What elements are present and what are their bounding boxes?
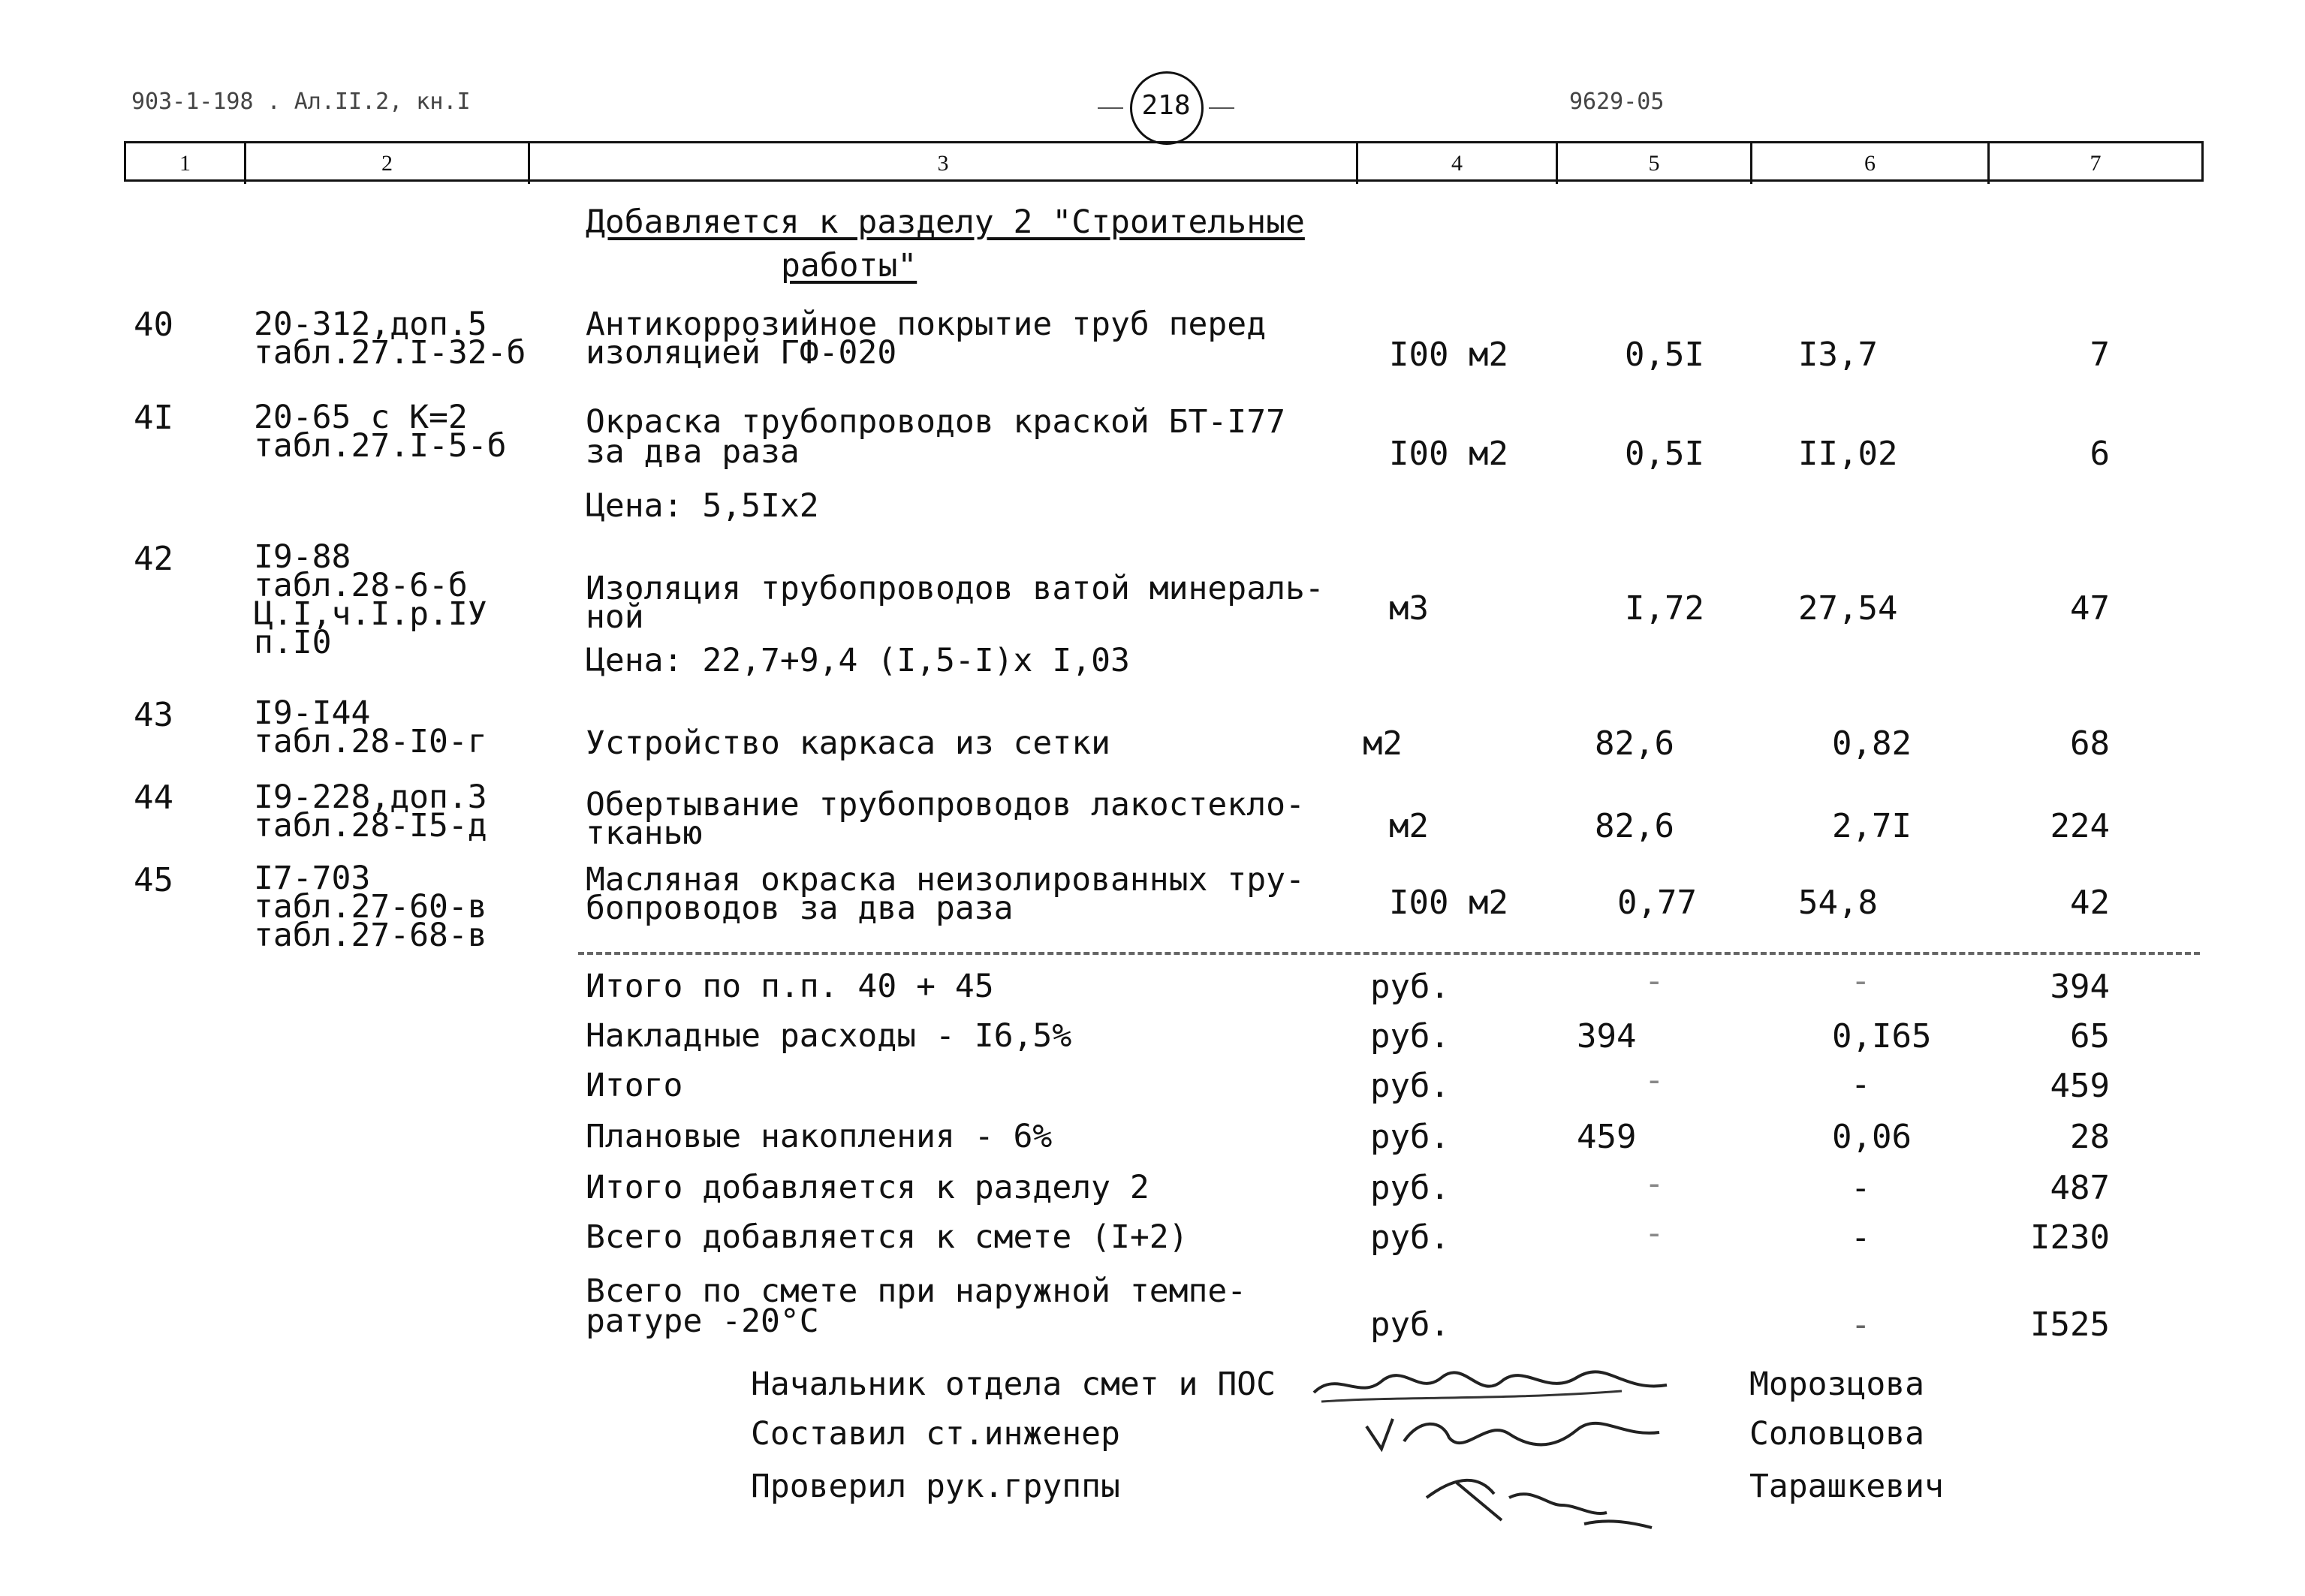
page-dash-right [1209,107,1234,109]
row-code: I9-88 [254,538,351,576]
row-unit: I00 м2 [1389,884,1508,922]
totals-qty: 459 [1577,1118,1637,1156]
totals-qty: - [1644,1214,1665,1252]
totals-price: 0,06 [1832,1118,1912,1156]
totals-label: Итого по п.п. 40 + 45 [586,968,994,1005]
totals-total: I525 [2030,1305,2110,1344]
totals-unit: руб. [1370,1118,1450,1156]
totals-label: ратуре -20°С [586,1302,819,1340]
row-code: 20-312,доп.5 [254,306,487,343]
row-description: Устройство каркаса из сетки [586,724,1110,762]
row-total: 47 [2070,589,2110,628]
row-total: 6 [2090,435,2110,473]
col-header-6: 6 [1752,143,1990,184]
col-header-5: 5 [1558,143,1752,184]
row-number: 43 [134,696,173,734]
row-price-note: Цена: 22,7+9,4 (I,5-I)x I,03 [586,642,1130,679]
totals-total: 459 [2050,1067,2110,1105]
totals-unit: руб. [1370,1169,1450,1207]
row-description: за два раза [586,433,800,471]
totals-total: 28 [2070,1118,2110,1156]
row-code: табл.28-I5-д [254,807,487,845]
totals-total: 65 [2070,1017,2110,1055]
row-total: 7 [2090,336,2110,374]
column-header-row [124,141,2204,182]
row-unit: I00 м2 [1389,336,1508,374]
handwritten-signature-3 [1412,1453,1667,1535]
signature-role: Проверил рук.группы [751,1468,1120,1505]
signature-name: Тарашкевич [1749,1468,1944,1505]
page-dash-left [1098,107,1123,109]
row-total: 42 [2070,884,2110,922]
totals-qty: - [1644,1061,1665,1099]
totals-label: Итого добавляется к разделу 2 [586,1169,1149,1206]
row-price: 54,8 [1798,884,1878,922]
row-unit: м3 [1389,589,1429,628]
row-description: Обертывание трубопроводов лакостекло- [586,786,1305,824]
col-header-2: 2 [246,143,530,184]
row-price: II,02 [1798,435,1898,473]
row-code: табл.28-I0-г [254,723,487,760]
totals-unit: руб. [1370,1218,1450,1257]
totals-total: 394 [2050,968,2110,1006]
totals-price: - [1851,1305,1871,1344]
totals-price: - [1851,1065,1871,1104]
totals-unit: руб. [1370,968,1450,1006]
col-header-1: 1 [126,143,246,184]
totals-price: 0,I65 [1832,1017,1932,1055]
row-price-note: Цена: 5,5Ix2 [586,487,819,525]
totals-unit: руб. [1370,1017,1450,1055]
row-code: табл.27-68-в [254,917,487,954]
row-code: табл.27.I-5-б [254,427,507,465]
row-price: 27,54 [1798,589,1898,628]
col-header-7: 7 [2090,151,2102,176]
row-code: 20-65 с К=2 [254,399,468,436]
doc-reference: 903-1-198 . Ал.II.2, кн.I [131,89,471,115]
row-price: 0,82 [1832,724,1912,763]
totals-label: Всего по смете при наружной темпе- [586,1272,1247,1310]
row-quantity: 0,5I [1625,435,1704,473]
col-header-3: 3 [530,143,1358,184]
row-total: 224 [2050,807,2110,845]
row-unit: м2 [1389,807,1429,845]
row-description: тканью [586,815,703,852]
row-number: 44 [134,778,173,817]
totals-label: Итого [586,1067,683,1104]
row-number: 45 [134,861,173,899]
row-unit: I00 м2 [1389,435,1508,473]
row-description: Антикоррозийное покрытие труб перед [586,306,1267,343]
row-code: п.I0 [254,624,332,661]
totals-qty: - [1644,1164,1665,1203]
row-description: бопроводов за два раза [586,890,1014,927]
section-title-line2: работы" [781,247,917,285]
col-header-4: 4 [1358,143,1558,184]
totals-total: 487 [2050,1169,2110,1207]
totals-total: I230 [2030,1218,2110,1257]
row-code: I9-I44 [254,694,371,732]
row-code: I9-228,доп.3 [254,778,487,816]
row-quantity: 82,6 [1595,724,1674,763]
row-number: 40 [134,306,173,344]
totals-qty: 394 [1577,1017,1637,1055]
row-code: I7-703 [254,860,371,897]
page-number: 218 [1141,90,1191,121]
totals-price: - [1851,962,1871,1000]
row-description: изоляцией ГФ-020 [586,334,897,372]
totals-qty: - [1644,962,1665,1000]
row-quantity: 82,6 [1595,807,1674,845]
totals-label: Накладные расходы - I6,5% [586,1017,1072,1055]
signature-role: Составил ст.инженер [751,1415,1120,1453]
row-code: табл.28-6-б [254,567,468,604]
row-number: 4I [134,399,173,437]
row-description: ной [586,598,644,636]
totals-unit: руб. [1370,1305,1450,1344]
doc-code-right: 9629-05 [1569,89,1665,115]
row-description: Изоляция трубопроводов ватой минераль- [586,570,1324,607]
row-total: 68 [2070,724,2110,763]
signature-role: Начальник отдела смет и ПОС [751,1366,1276,1403]
row-code: табл.27-60-в [254,888,487,926]
row-quantity: 0,77 [1617,884,1697,922]
row-quantity: I,72 [1625,589,1704,628]
totals-separator [578,952,2200,955]
signature-name: Морозцова [1749,1366,1924,1403]
row-description: Масляная окраска неизолированных тру- [586,861,1305,899]
signature-name: Соловцова [1749,1415,1924,1453]
row-unit: м2 [1363,724,1403,763]
row-code: Ц.I,ч.I.р.IУ [254,595,487,633]
totals-price: - [1851,1218,1871,1257]
section-title-line1: Добавляется к разделу 2 "Строительные [586,203,1305,241]
row-price: I3,7 [1798,336,1878,374]
totals-label: Плановые накопления - 6% [586,1118,1053,1155]
row-description: Окраска трубопроводов краской БТ-I77 [586,403,1285,441]
totals-unit: руб. [1370,1067,1450,1105]
row-code: табл.27.I-32-б [254,334,526,372]
row-price: 2,7I [1832,807,1912,845]
row-number: 42 [134,540,173,578]
row-quantity: 0,5I [1625,336,1704,374]
totals-price: - [1851,1169,1871,1207]
totals-label: Всего добавляется к смете (I+2) [586,1218,1189,1256]
